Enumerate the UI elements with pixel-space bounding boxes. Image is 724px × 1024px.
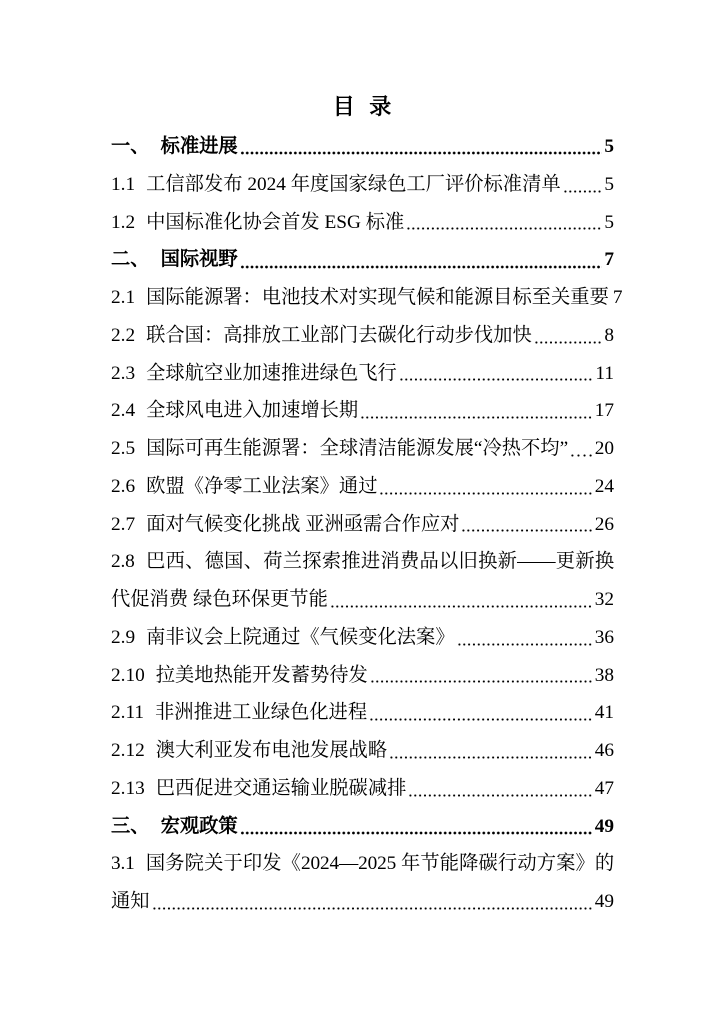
entry-title-continued: 通知 [111,891,150,912]
page-number: 49 [594,815,614,837]
dot-leader [389,732,593,770]
dot-leader [461,506,592,544]
toc-subsection-entry[interactable] [111,506,614,544]
entry-number: 2.6 [111,475,136,497]
toc-subsection-entry[interactable] [111,694,614,732]
section-number: 二、 [111,249,150,271]
dot-leader [360,392,593,430]
page-number: 17 [594,400,614,422]
dot-leader [534,317,603,355]
toc-subsection-entry[interactable] [111,430,614,468]
entry-title: 欧盟《净零工业法案》通过 [146,475,378,497]
section-title: 宏观政策 [160,815,238,837]
dot-leader [563,166,603,204]
page-number: 41 [594,702,614,724]
toc-subsection-entry[interactable] [111,770,614,808]
page-number: 8 [604,324,614,346]
page-number: 49 [594,891,614,912]
toc-subsection-entry[interactable] [111,392,614,430]
toc-section-entry[interactable] [111,128,614,166]
entry-title: 全球风电进入加速增长期 [146,400,359,422]
toc-subsection-entry[interactable] [111,468,614,506]
dot-leader [152,883,593,921]
page-number: 24 [594,475,614,497]
entry-last-line [111,883,614,921]
entry-title: 拉美地热能开发蓄势待发 [155,664,368,686]
entry-title: 国际能源署：电池技术对实现气候和能源目标至关重要 [146,287,609,308]
entry-title: 澳大利亚发布电池发展战略 [155,740,388,761]
toc-subsection-entry[interactable] [111,166,614,204]
entry-title: 联合国：高排放工业部门去碳化行动步伐加快 [146,324,532,346]
page-number: 5 [604,173,614,195]
entry-number: 2.3 [111,362,136,384]
page-number: 20 [594,438,614,459]
entry-number: 2.7 [111,513,136,535]
toc-subsection-entry[interactable] [111,619,614,657]
toc-subsection-entry[interactable] [111,317,614,355]
entry-title: 国务院关于印发《2024—2025 年节能降碳行动方案》的 [145,853,614,875]
dot-leader [330,581,593,619]
dot-leader [408,770,592,808]
section-number: 一、 [111,136,150,157]
entry-title: 非洲推进工业绿色化进程 [155,702,368,724]
page-number: 46 [594,740,614,761]
entry-number: 2.5 [111,438,136,459]
dot-leader [370,657,593,695]
entry-number: 1.1 [111,173,136,195]
section-title: 标准进展 [160,136,238,157]
toc-section-entry[interactable] [111,241,614,279]
page-number: 38 [594,664,614,686]
toc-subsection-entry[interactable] [111,279,623,317]
dot-leader [570,430,593,468]
entry-title: 南非议会上院通过《气候变化法案》 [146,626,455,648]
dot-leader [379,468,592,506]
toc-subsection-entry[interactable] [111,355,614,393]
page-number: 36 [594,626,614,648]
entry-number: 2.9 [111,626,136,648]
entry-title-continued: 代促消费 绿色环保更节能 [111,589,328,610]
page-number: 11 [595,362,614,384]
entry-title: 工信部发布 2024 年度国家绿色工厂评价标准清单 [146,173,561,195]
toc-section-entry[interactable] [111,808,614,846]
toc-subsection-entry[interactable] [111,657,614,695]
dot-leader [240,128,603,166]
dot-leader [406,204,602,242]
entry-number: 3.1 [111,853,135,875]
entry-title: 面对气候变化挑战 亚洲亟需合作应对 [146,513,460,535]
entry-title: 国际可再生能源署：全球清洁能源发展“冷热不均” [146,438,569,459]
entry-number: 2.12 [111,740,145,761]
table-of-contents [111,128,623,921]
entry-number: 2.13 [111,777,145,799]
page-number: 47 [594,777,614,799]
dot-leader [369,694,593,732]
entry-number: 2.2 [111,324,136,346]
entry-first-line [111,845,614,883]
toc-heading: 目 录 [332,94,392,119]
entry-number: 2.10 [111,664,145,686]
entry-number: 2.4 [111,400,136,422]
entry-title: 全球航空业加速推进绿色飞行 [146,362,397,384]
page-number: 5 [604,211,614,233]
entry-first-line [111,543,614,581]
entry-number: 2.8 [111,551,135,573]
toc-subsection-entry[interactable] [111,543,614,619]
entry-title: 中国标准化协会首发 ESG 标准 [146,211,405,233]
dot-leader [240,241,603,279]
page-number: 5 [604,136,614,157]
entry-number: 2.11 [111,702,145,724]
page-number: 7 [604,249,614,271]
dot-leader [457,619,593,657]
entry-number: 2.1 [111,287,136,308]
dot-leader [399,355,594,393]
page-number: 7 [612,287,623,308]
page-number: 32 [594,589,614,610]
section-title: 国际视野 [160,249,238,271]
entry-title: 巴西、德国、荷兰探索推进消费品以旧换新——更新换 [145,551,614,573]
entry-last-line [111,581,614,619]
toc-subsection-entry[interactable] [111,204,614,242]
section-number: 三、 [111,815,150,837]
entry-title: 巴西促进交通运输业脱碳减排 [155,777,407,799]
toc-subsection-entry[interactable] [111,845,614,921]
dot-leader [240,808,593,846]
toc-subsection-entry[interactable] [111,732,614,770]
page-number: 26 [594,513,614,535]
entry-number: 1.2 [111,211,136,233]
